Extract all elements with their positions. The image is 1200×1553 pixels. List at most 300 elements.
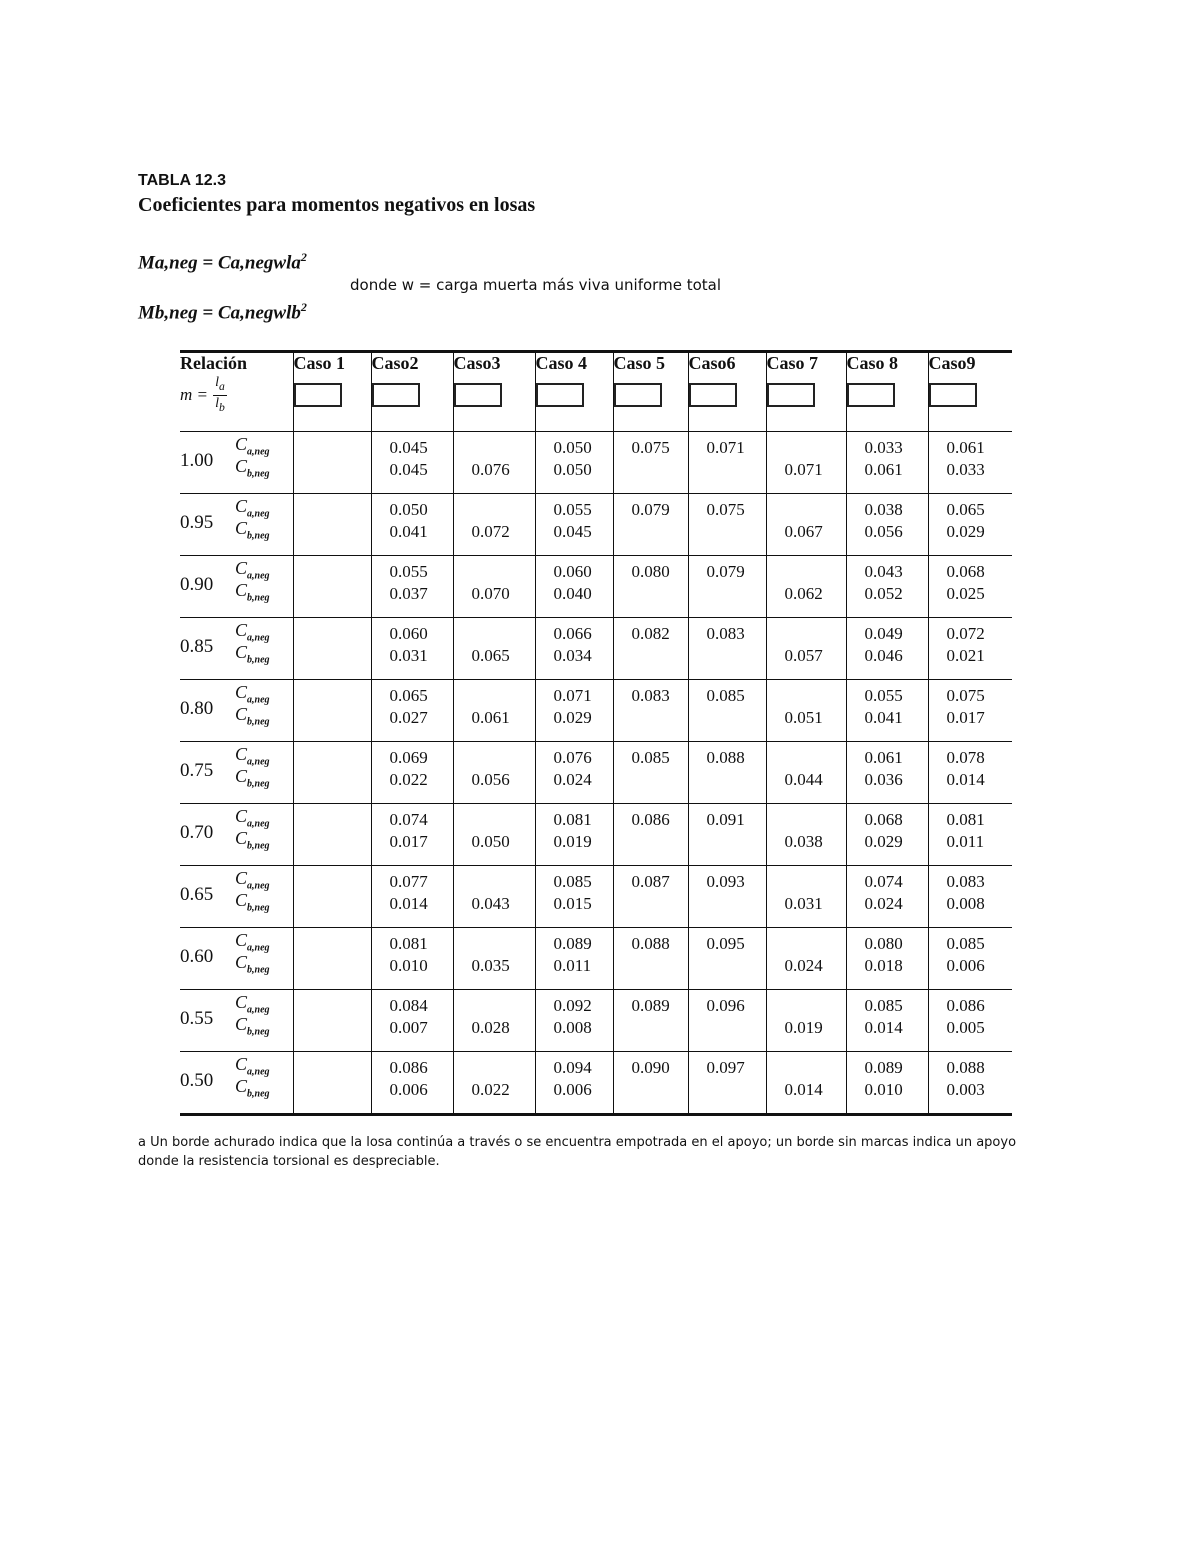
case-header: Caso2: [371, 352, 453, 432]
coefficient-cell: [688, 618, 766, 680]
ca-neg-label: $C_{a,neg}$: [235, 620, 270, 644]
relation-cell: [180, 556, 293, 618]
coefficient-cell: [766, 432, 846, 494]
coefficient-cell: [535, 680, 613, 742]
cb-value: 0.052: [864, 584, 903, 603]
coefficient-cell: [928, 556, 1012, 618]
coefficient-cell: [846, 556, 928, 618]
ca-value: 0.061: [946, 438, 985, 457]
coefficient-cell: [613, 866, 688, 928]
cb-value: 0.029: [946, 522, 985, 541]
ca-value: 0.080: [864, 934, 903, 953]
ca-value: 0.086: [946, 996, 985, 1015]
coefficient-cell: [766, 928, 846, 990]
ca-value: 0.088: [946, 1058, 985, 1077]
ca-value: 0.085: [706, 686, 745, 705]
coefficient-cell: [613, 432, 688, 494]
coefficient-cell: [928, 1052, 1012, 1115]
relation-cell: [180, 742, 293, 804]
cb-value: 0.024: [864, 894, 903, 913]
coefficient-cell: [293, 742, 371, 804]
cb-value: 0.035: [471, 956, 510, 975]
cb-value: 0.010: [864, 1080, 903, 1099]
ca-value: 0.055: [553, 500, 592, 519]
cb-value: 0.008: [946, 894, 985, 913]
coefficient-cell: [766, 804, 846, 866]
ca-value: 0.071: [706, 438, 745, 457]
case-1-diagram: [294, 383, 342, 407]
cb-value: 0.031: [784, 894, 823, 913]
coefficient-cell: [688, 556, 766, 618]
coefficient-cell: [613, 618, 688, 680]
coefficient-cell: [453, 680, 535, 742]
coefficient-cell: [453, 928, 535, 990]
ca-neg-label: $C_{a,neg}$: [235, 1054, 270, 1078]
ca-value: 0.081: [946, 810, 985, 829]
ca-value: 0.060: [553, 562, 592, 581]
cb-value: 0.025: [946, 584, 985, 603]
ca-value: 0.080: [631, 562, 670, 581]
coefficient-cell: [293, 556, 371, 618]
ca-value: 0.077: [389, 872, 428, 891]
cb-neg-label: $C_{b,neg}$: [235, 1014, 270, 1038]
cb-value: 0.043: [471, 894, 510, 913]
ca-neg-label: $C_{a,neg}$: [235, 868, 270, 892]
relation-cell: [180, 432, 293, 494]
case-header: Caso 4: [535, 352, 613, 432]
ca-value: 0.055: [389, 562, 428, 581]
relation-cell: [180, 928, 293, 990]
coefficient-cell: [293, 866, 371, 928]
ca-value: 0.069: [389, 748, 428, 767]
coefficient-cell: [688, 680, 766, 742]
cb-value: 0.022: [471, 1080, 510, 1099]
table-row: [180, 432, 1012, 494]
coefficient-cell: [453, 432, 535, 494]
m-value: 0.50: [180, 1070, 214, 1091]
ca-value: 0.084: [389, 996, 428, 1015]
coefficient-cell: [613, 556, 688, 618]
ca-value: 0.097: [706, 1058, 745, 1077]
cb-value: 0.037: [389, 584, 428, 603]
cb-neg-label: $C_{b,neg}$: [235, 1076, 270, 1100]
coefficient-cell: [688, 928, 766, 990]
relation-cell: [180, 1052, 293, 1115]
coefficient-cell: [453, 494, 535, 556]
coefficient-cell: [688, 742, 766, 804]
ca-value: 0.095: [706, 934, 745, 953]
cb-value: 0.067: [784, 522, 823, 541]
case-header: Caso 5: [613, 352, 688, 432]
cb-value: 0.070: [471, 584, 510, 603]
coefficient-cell: [766, 742, 846, 804]
coefficient-cell: [688, 432, 766, 494]
ca-value: 0.083: [631, 686, 670, 705]
coefficient-cell: [371, 928, 453, 990]
ca-value: 0.055: [864, 686, 903, 705]
cb-value: 0.072: [471, 522, 510, 541]
table-row: [180, 990, 1012, 1052]
table-row: [180, 742, 1012, 804]
ca-value: 0.096: [706, 996, 745, 1015]
cb-value: 0.036: [864, 770, 903, 789]
cb-value: 0.014: [784, 1080, 823, 1099]
coefficient-cell: [613, 680, 688, 742]
ca-value: 0.065: [946, 500, 985, 519]
ca-value: 0.033: [864, 438, 903, 457]
ca-value: 0.050: [553, 438, 592, 457]
coefficient-cell: [535, 494, 613, 556]
ca-value: 0.079: [706, 562, 745, 581]
coefficient-cell: [371, 1052, 453, 1115]
formula-mb: Mb,neg = Ca,negwlb$^2$: [138, 300, 307, 324]
ca-value: 0.074: [864, 872, 903, 891]
case-2-diagram: [372, 383, 420, 407]
formula-where-note: donde w = carga muerta más viva uniforme total: [350, 276, 721, 294]
cb-neg-label: $C_{b,neg}$: [235, 890, 270, 914]
coefficient-cell: [371, 432, 453, 494]
coefficient-cell: [293, 1052, 371, 1115]
cb-value: 0.028: [471, 1018, 510, 1037]
cb-value: 0.056: [864, 522, 903, 541]
ca-value: 0.081: [553, 810, 592, 829]
coefficient-cell: [928, 494, 1012, 556]
cb-value: 0.050: [471, 832, 510, 851]
ca-value: 0.090: [631, 1058, 670, 1077]
cb-value: 0.007: [389, 1018, 428, 1037]
coefficient-cell: [535, 742, 613, 804]
m-value: 0.80: [180, 698, 214, 719]
coefficient-cell: [928, 432, 1012, 494]
cb-value: 0.051: [784, 708, 823, 727]
m-value: 0.75: [180, 760, 214, 781]
coefficient-cell: [766, 866, 846, 928]
coefficient-cell: [766, 556, 846, 618]
coefficient-cell: [453, 1052, 535, 1115]
coefficient-cell: [453, 618, 535, 680]
case-5-diagram: [614, 383, 662, 407]
coefficient-cell: [613, 804, 688, 866]
table-title: Coeficientes para momentos negativos en losas: [138, 194, 536, 216]
cb-neg-label: $C_{b,neg}$: [235, 580, 270, 604]
relation-header: Relación m = $\frac{l_a}{l_b}$: [180, 352, 293, 432]
coefficient-cell: [371, 866, 453, 928]
cb-value: 0.071: [784, 460, 823, 479]
cb-neg-label: $C_{b,neg}$: [235, 456, 270, 480]
ca-value: 0.043: [864, 562, 903, 581]
relation-cell: [180, 618, 293, 680]
cb-neg-label: $C_{b,neg}$: [235, 828, 270, 852]
ca-value: 0.079: [631, 500, 670, 519]
cb-value: 0.006: [553, 1080, 592, 1099]
ca-value: 0.071: [553, 686, 592, 705]
cb-value: 0.046: [864, 646, 903, 665]
ca-value: 0.093: [706, 872, 745, 891]
coefficient-cell: [688, 866, 766, 928]
cb-value: 0.024: [784, 956, 823, 975]
ca-neg-label: $C_{a,neg}$: [235, 496, 270, 520]
relation-cell: [180, 990, 293, 1052]
ca-neg-label: $C_{a,neg}$: [235, 806, 270, 830]
case-header: Caso9: [928, 352, 1012, 432]
cb-neg-label: $C_{b,neg}$: [235, 766, 270, 790]
relation-cell: [180, 804, 293, 866]
ca-neg-label: $C_{a,neg}$: [235, 682, 270, 706]
coefficient-cell: [535, 990, 613, 1052]
m-value: 0.90: [180, 574, 214, 595]
coefficient-cell: [846, 928, 928, 990]
coefficient-cell: [928, 742, 1012, 804]
ca-neg-label: $C_{a,neg}$: [235, 992, 270, 1016]
coefficient-cell: [688, 804, 766, 866]
coefficient-cell: [293, 618, 371, 680]
ca-neg-label: $C_{a,neg}$: [235, 558, 270, 582]
coefficient-cell: [928, 804, 1012, 866]
coefficient-cell: [371, 618, 453, 680]
ca-value: 0.065: [389, 686, 428, 705]
ca-value: 0.081: [389, 934, 428, 953]
ca-value: 0.045: [389, 438, 428, 457]
cb-value: 0.029: [864, 832, 903, 851]
cb-value: 0.029: [553, 708, 592, 727]
coefficients-table: [180, 350, 1012, 1116]
cb-value: 0.045: [389, 460, 428, 479]
coefficient-cell: [613, 928, 688, 990]
ca-neg-label: $C_{a,neg}$: [235, 434, 270, 458]
table-row: [180, 556, 1012, 618]
coefficient-cell: [293, 432, 371, 494]
case-8-diagram: [847, 383, 895, 407]
cb-value: 0.057: [784, 646, 823, 665]
cb-value: 0.015: [553, 894, 592, 913]
cb-value: 0.062: [784, 584, 823, 603]
ca-value: 0.085: [946, 934, 985, 953]
m-value: 0.70: [180, 822, 214, 843]
coefficient-cell: [846, 804, 928, 866]
cb-value: 0.005: [946, 1018, 985, 1037]
ca-neg-label: $C_{a,neg}$: [235, 930, 270, 954]
case-4-diagram: [536, 383, 584, 407]
ca-value: 0.072: [946, 624, 985, 643]
ca-value: 0.087: [631, 872, 670, 891]
table-row: [180, 680, 1012, 742]
coefficient-cell: [293, 928, 371, 990]
ca-value: 0.092: [553, 996, 592, 1015]
coefficient-cell: [293, 494, 371, 556]
coefficient-cell: [766, 680, 846, 742]
ca-value: 0.075: [946, 686, 985, 705]
coefficient-cell: [535, 866, 613, 928]
coefficient-cell: [371, 556, 453, 618]
coefficient-cell: [846, 866, 928, 928]
coefficient-cell: [928, 618, 1012, 680]
cb-value: 0.010: [389, 956, 428, 975]
cb-value: 0.038: [784, 832, 823, 851]
ca-value: 0.083: [946, 872, 985, 891]
coefficient-cell: [766, 494, 846, 556]
cb-neg-label: $C_{b,neg}$: [235, 518, 270, 542]
table-row: [180, 928, 1012, 990]
coefficient-cell: [766, 1052, 846, 1115]
coefficient-cell: [846, 990, 928, 1052]
cb-value: 0.031: [389, 646, 428, 665]
cb-value: 0.056: [471, 770, 510, 789]
cb-value: 0.034: [553, 646, 592, 665]
coefficient-cell: [613, 494, 688, 556]
coefficient-cell: [453, 804, 535, 866]
case-6-diagram: [689, 383, 737, 407]
coefficient-cell: [613, 1052, 688, 1115]
cb-neg-label: $C_{b,neg}$: [235, 642, 270, 666]
coefficient-cell: [846, 618, 928, 680]
coefficient-cell: [535, 556, 613, 618]
ca-value: 0.075: [631, 438, 670, 457]
coefficient-cell: [846, 680, 928, 742]
ca-value: 0.066: [553, 624, 592, 643]
cb-value: 0.014: [389, 894, 428, 913]
table-row: [180, 804, 1012, 866]
ca-value: 0.050: [389, 500, 428, 519]
coefficient-cell: [371, 494, 453, 556]
ca-value: 0.076: [553, 748, 592, 767]
relation-cell: [180, 494, 293, 556]
coefficient-cell: [535, 1052, 613, 1115]
ca-value: 0.086: [389, 1058, 428, 1077]
coefficient-cell: [293, 804, 371, 866]
coefficient-cell: [846, 742, 928, 804]
coefficient-cell: [293, 680, 371, 742]
ca-neg-label: $C_{a,neg}$: [235, 744, 270, 768]
coefficient-cell: [293, 990, 371, 1052]
ca-value: 0.083: [706, 624, 745, 643]
cb-value: 0.014: [864, 1018, 903, 1037]
case-7-diagram: [767, 383, 815, 407]
coefficient-cell: [453, 990, 535, 1052]
coefficient-cell: [613, 742, 688, 804]
case-header: Caso 1: [293, 352, 371, 432]
ca-value: 0.060: [389, 624, 428, 643]
coefficient-cell: [535, 432, 613, 494]
formula-ma: Ma,neg = Ca,negwla$^2$: [138, 250, 307, 274]
cb-value: 0.019: [553, 832, 592, 851]
case-header: Caso3: [453, 352, 535, 432]
ca-value: 0.038: [864, 500, 903, 519]
coefficient-cell: [766, 618, 846, 680]
case-9-diagram: [929, 383, 977, 407]
m-ratio-formula: m = $\frac{l_a}{l_b}$: [180, 376, 293, 415]
cb-value: 0.061: [471, 708, 510, 727]
m-value: 0.60: [180, 946, 214, 967]
cb-value: 0.050: [553, 460, 592, 479]
m-value: 0.85: [180, 636, 214, 657]
coefficient-cell: [846, 494, 928, 556]
coefficient-cell: [453, 556, 535, 618]
cb-value: 0.024: [553, 770, 592, 789]
coefficient-cell: [371, 990, 453, 1052]
ca-value: 0.088: [706, 748, 745, 767]
coefficient-cell: [928, 866, 1012, 928]
cb-value: 0.011: [553, 956, 592, 975]
cb-value: 0.061: [864, 460, 903, 479]
coefficient-cell: [688, 990, 766, 1052]
relation-cell: [180, 680, 293, 742]
ca-value: 0.089: [864, 1058, 903, 1077]
coefficient-cell: [453, 866, 535, 928]
ca-value: 0.085: [864, 996, 903, 1015]
cb-value: 0.017: [946, 708, 985, 727]
cb-value: 0.040: [553, 584, 592, 603]
ca-value: 0.061: [864, 748, 903, 767]
ca-value: 0.089: [631, 996, 670, 1015]
coefficient-cell: [371, 804, 453, 866]
cb-value: 0.006: [946, 956, 985, 975]
cb-value: 0.008: [553, 1018, 592, 1037]
table-row: [180, 494, 1012, 556]
cb-value: 0.041: [864, 708, 903, 727]
cb-value: 0.021: [946, 646, 985, 665]
coefficient-cell: [766, 990, 846, 1052]
ca-value: 0.082: [631, 624, 670, 643]
ca-value: 0.094: [553, 1058, 592, 1077]
coefficient-cell: [613, 990, 688, 1052]
cb-value: 0.003: [946, 1080, 985, 1099]
coefficient-cell: [688, 1052, 766, 1115]
cb-value: 0.018: [864, 956, 903, 975]
ca-value: 0.078: [946, 748, 985, 767]
ca-value: 0.068: [946, 562, 985, 581]
cb-value: 0.006: [389, 1080, 428, 1099]
coefficient-cell: [688, 494, 766, 556]
coefficient-cell: [928, 680, 1012, 742]
coefficient-cell: [535, 618, 613, 680]
ca-value: 0.074: [389, 810, 428, 829]
ca-value: 0.089: [553, 934, 592, 953]
case-3-diagram: [454, 383, 502, 407]
m-value: 0.65: [180, 884, 214, 905]
coefficient-cell: [371, 742, 453, 804]
cb-value: 0.045: [553, 522, 592, 541]
case-header: Caso 7: [766, 352, 846, 432]
coefficient-cell: [928, 990, 1012, 1052]
cb-value: 0.022: [389, 770, 428, 789]
cb-value: 0.065: [471, 646, 510, 665]
cb-neg-label: $C_{b,neg}$: [235, 704, 270, 728]
ca-value: 0.088: [631, 934, 670, 953]
cb-value: 0.033: [946, 460, 985, 479]
ca-value: 0.085: [631, 748, 670, 767]
coefficient-cell: [535, 804, 613, 866]
table-row: [180, 1052, 1012, 1115]
cb-neg-label: $C_{b,neg}$: [235, 952, 270, 976]
m-value: 0.55: [180, 1008, 214, 1029]
cb-value: 0.076: [471, 460, 510, 479]
case-header: Caso 8: [846, 352, 928, 432]
cb-value: 0.044: [784, 770, 823, 789]
coefficient-cell: [371, 680, 453, 742]
relation-cell: [180, 866, 293, 928]
m-value: 0.95: [180, 512, 214, 533]
footnote: a Un borde achurado indica que la losa continúa a través o se encuentra empotrada en el apoyo; un borde sin marcas indica un apoyo donde la resistencia torsional es despreciable.: [138, 1135, 1017, 1169]
m-value: 1.00: [180, 450, 214, 471]
cb-value: 0.014: [946, 770, 985, 789]
header-row: [180, 352, 1012, 432]
table-row: [180, 866, 1012, 928]
coefficient-cell: [928, 928, 1012, 990]
ca-value: 0.085: [553, 872, 592, 891]
cb-value: 0.011: [946, 832, 985, 851]
cb-value: 0.019: [784, 1018, 823, 1037]
coefficient-cell: [453, 742, 535, 804]
